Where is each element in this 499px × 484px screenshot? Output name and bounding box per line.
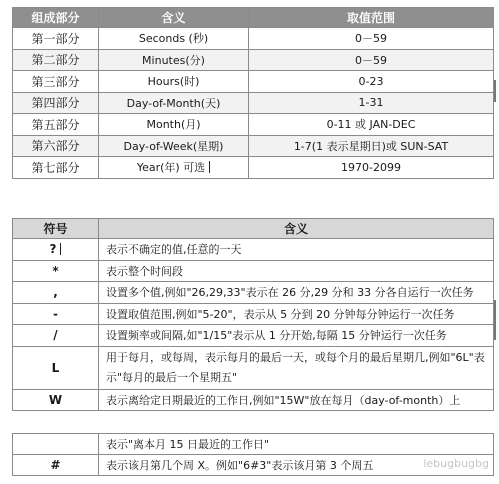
part-cell: 第六部分 [13,135,99,157]
column-header: 取值范围 [249,8,494,28]
table-header-row [13,8,494,28]
symbol-cell [13,239,99,261]
part-cell: 第三部分 [13,71,99,93]
meaning-cell [99,157,249,179]
table-row [13,303,494,325]
table-row [13,282,494,304]
cron-fields-table [12,7,494,179]
table-row [13,455,494,476]
meaning-cell: Day-of-Week(星期) [99,135,249,157]
description-cell: 设置多个值,例如"26,29,33"表示在 26 分,29 分和 33 分各自运行一次任务 [99,282,494,304]
table-row [13,260,494,282]
table-row [13,92,494,114]
table-row [13,239,494,261]
meaning-cell: Month(月) [99,114,249,136]
description-cell: 用于每月，或每周，表示每月的最后一天，或每个月的最后星期几,例如"6L"表示"每月的最后一个星期五" [99,346,494,389]
range-cell: 1-31 [249,92,494,114]
table-row [13,135,494,157]
range-cell: 0-23 [249,71,494,93]
table-row [13,157,494,179]
symbol-cell: * [13,260,99,282]
table-row [13,114,494,136]
cron-symbols-table-continued [12,433,494,476]
description-cell: 表示该月第几个周 X。例如"6#3"表示该月第 3 个周五 [99,455,494,476]
symbol-cell [13,434,99,455]
table-header-row [13,219,494,239]
range-cell: 1-7(1 表示星期日)或 SUN-SAT [249,135,494,157]
symbol-cell: # [13,455,99,476]
part-cell: 第七部分 [13,157,99,179]
column-header: 组成部分 [13,8,99,28]
cron-symbols-table [12,218,494,411]
part-cell: 第二部分 [13,49,99,71]
range-cell: 0－59 [249,28,494,50]
watermark: lebugbugbg [423,457,489,470]
symbol-cell: / [13,325,99,347]
meaning-cell: Seconds (秒) [99,28,249,50]
description-cell: 表示离给定日期最近的工作日,例如"15W"放在每月（day-of-month）上 [99,389,494,411]
column-header: 含义 [99,8,249,28]
description-cell: 表示"离本月 15 日最近的工作日" [99,434,494,455]
meaning-text: Year(年) 可选 [136,161,206,175]
meaning-cell: Hours(时) [99,71,249,93]
table-row [13,28,494,50]
symbol-cell: L [13,346,99,389]
meaning-cell: Minutes(分) [99,49,249,71]
part-cell: 第五部分 [13,114,99,136]
table-row [13,346,494,389]
column-header: 符号 [13,219,99,239]
meaning-cell: Day-of-Month(天) [99,92,249,114]
symbol-cell: , [13,282,99,304]
text-cursor-icon [60,243,61,255]
symbol-text: ? [49,242,57,257]
symbol-cell: - [13,303,99,325]
symbol-cell: W [13,389,99,411]
table-row [13,325,494,347]
part-cell: 第四部分 [13,92,99,114]
part-cell: 第一部分 [13,28,99,50]
description-cell: 设置取值范围,例如"5-20"，表示从 5 分到 20 分钟每分钟运行一次任务 [99,303,494,325]
table-row [13,389,494,411]
description-cell: 表示整个时间段 [99,260,494,282]
range-cell: 1970-2099 [249,157,494,179]
table-row [13,49,494,71]
description-cell: 设置频率或间隔,如"1/15"表示从 1 分开始,每隔 15 分钟运行一次任务 [99,325,494,347]
page-edge-line [494,300,496,340]
range-cell: 0－59 [249,49,494,71]
table-row [13,434,494,455]
text-cursor-icon [209,161,210,173]
description-cell: 表示不确定的值,任意的一天 [99,239,494,261]
table-row [13,71,494,93]
column-header: 含义 [99,219,494,239]
range-cell: 0-11 或 JAN-DEC [249,114,494,136]
page-edge-line [494,80,496,102]
